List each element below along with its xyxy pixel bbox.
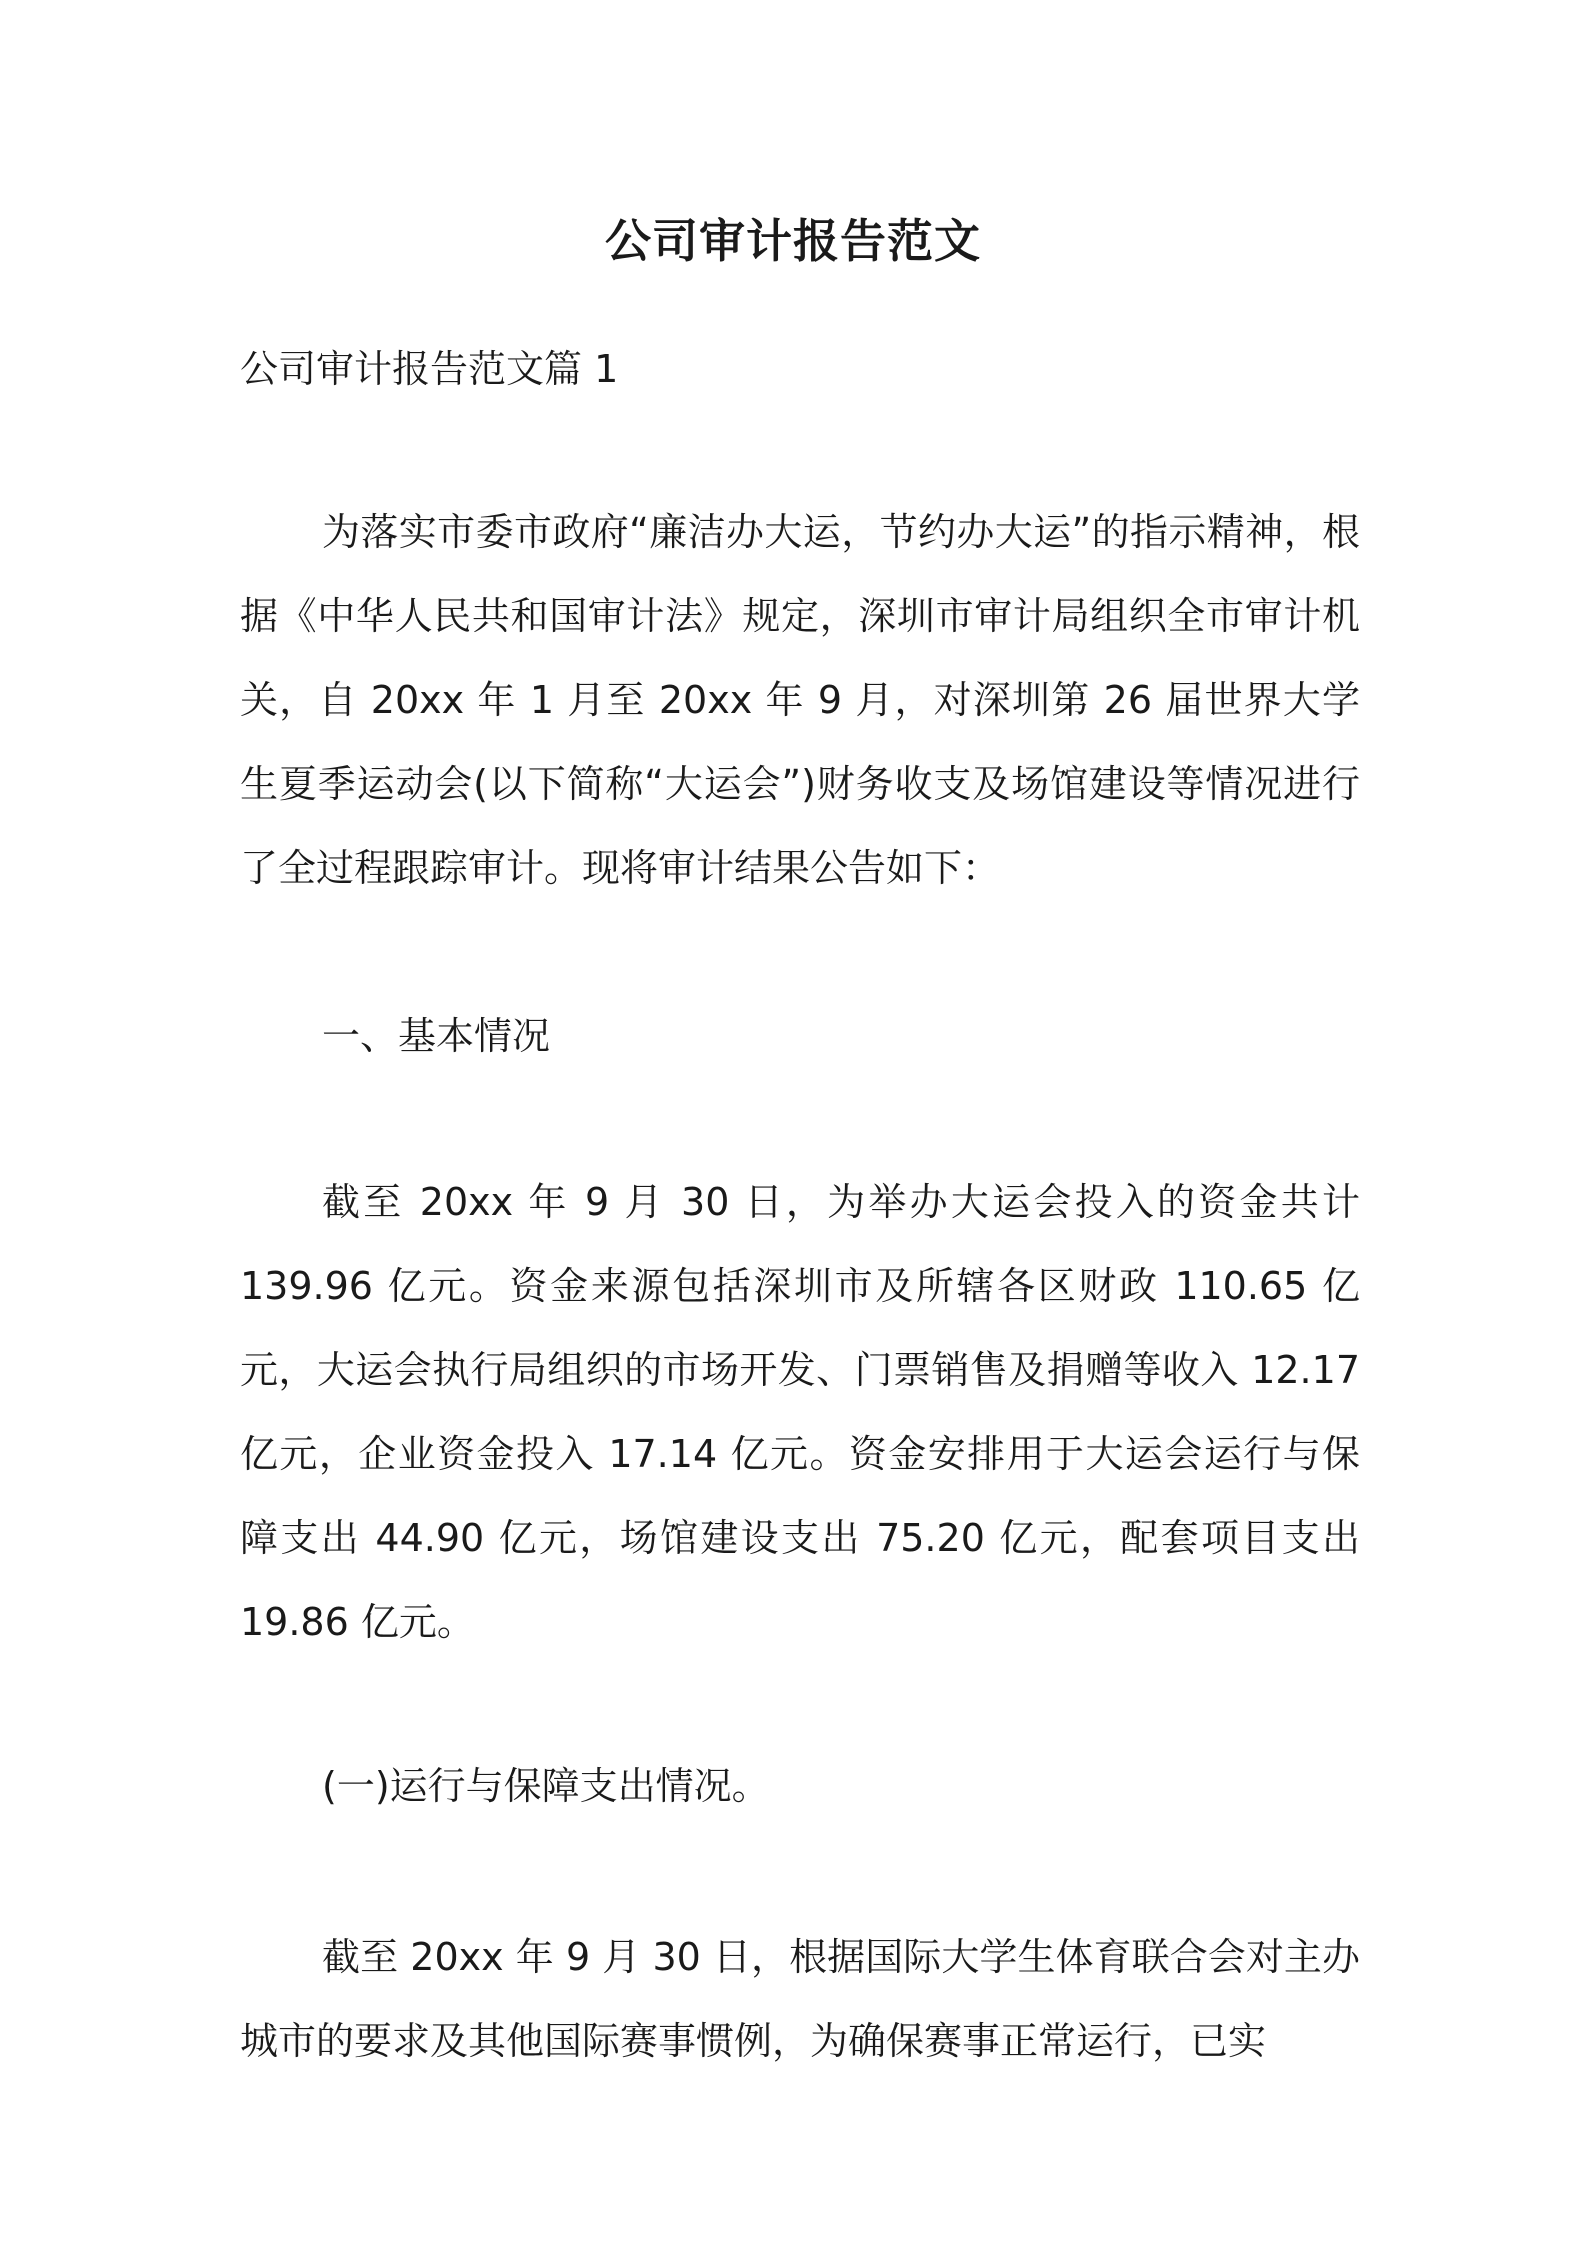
- paragraph-operations: 截至 20xx 年 9 月 30 日，根据国际大学生体育联合会对主办城市的要求及其他国际赛事惯例，为确保赛事正常运行，已实: [240, 1935, 1360, 2063]
- section-heading-basic: 一、基本情况: [322, 1014, 551, 1058]
- page-title: 公司审计报告范文: [605, 214, 981, 268]
- paragraph-intro: 为落实市委市政府“廉洁办大运，节约办大运”的指示精神，根据《中华人民共和国审计法》规定，深圳市审计局组织全市审计机关，自 20xx 年 1 月至 20xx 年 9 月，对深圳第 26 届世界大学生夏季运动会(以下简称“大运会”)财务收支及场馆建设等情况进行了全过程跟踪审计。现将审计结果公告如下：: [240, 510, 1360, 890]
- paragraph-funding: 截至 20xx 年 9 月 30 日，为举办大运会投入的资金共计 139.96 亿元。资金来源包括深圳市及所辖各区财政 110.65 亿元，大运会执行局组织的市场开发、门票销售及捐赠等收入 12.17 亿元，企业资金投入 17.14 亿元。资金安排用于大运会运行与保障支出 44.90 亿元，场馆建设支出 75.20 亿元，配套项目支出 19.86 亿元。: [240, 1180, 1360, 1644]
- document-subtitle: 公司审计报告范文篇 1: [240, 347, 619, 391]
- subsection-heading-operations: (一)运行与保障支出情况。: [322, 1764, 770, 1808]
